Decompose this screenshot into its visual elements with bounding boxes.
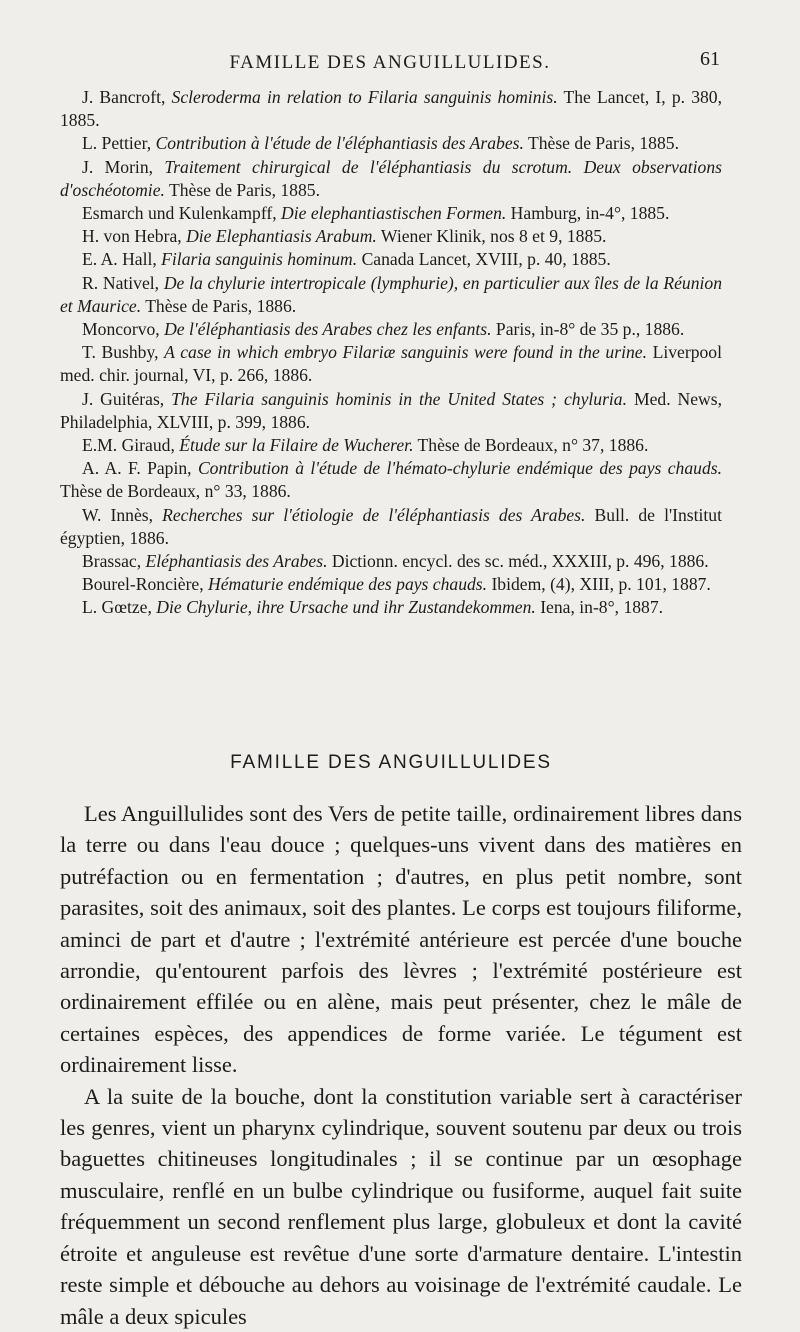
running-head xyxy=(60,48,720,82)
bibliography-entry: T. Bushby, A case in which embryo Filariæ sanguinis were found in the urine. Liverpool med. chir. journal, VI, p. 266, 1886. xyxy=(60,342,722,386)
bibliography-entry: J. Bancroft, Scleroderma in relation to Filaria sanguinis hominis. The Lancet, I, p. 380, 1885. xyxy=(60,87,722,131)
paragraph: Les Anguillulides sont des Vers de petite taille, ordinairement libres dans la terre ou dans l'eau douce ; quelques-uns vivent dans des matières en putréfaction ou en fermentation ; d'autres, en plus petit nombre, sont parasites, soit des animaux, soit des plantes. Le corps est toujours filiforme, aminci de part et d'autre ; l'extrémité antérieure est percée d'une bouche arrondie, qu'entourent parfois des lèvres ; l'extrémité postérieure est ordinairement effilée ou en alène, mais peut présenter, chez le mâle de certaines espèces, des appendices de forme variée. Le tégument est ordinairement lisse. xyxy=(60,801,742,1078)
bibliography-list xyxy=(60,86,722,620)
section-heading: FAMILLE DES ANGUILLULIDES xyxy=(230,752,552,773)
bibliography-entry: E.M. Giraud, Étude sur la Filaire de Wucherer. Thèse de Bordeaux, n° 37, 1886. xyxy=(82,435,649,456)
bibliography-entry: A. A. F. Papin, Contribution à l'étude de l'hémato-chylurie endémique des pays chauds. Thèse de Bordeaux, n° 33, 1886. xyxy=(60,458,722,502)
bibliography-entry: L. Gœtze, Die Chylurie, ihre Ursache und ihr Zustandekommen. Iena, in-8°, 1887. xyxy=(82,597,664,618)
bibliography-entry: Bourel-Roncière, Hématurie endémique des pays chauds. Ibidem, (4), XIII, p. 101, 1887. xyxy=(82,574,711,595)
bibliography-entry: E. A. Hall, Filaria sanguinis hominum. Canada Lancet, XVIII, p. 40, 1885. xyxy=(82,249,611,270)
bibliography-entry: H. von Hebra, Die Elephantiasis Arabum. Wiener Klinik, nos 8 et 9, 1885. xyxy=(82,226,607,247)
running-head-title: FAMILLE DES ANGUILLULIDES. xyxy=(229,52,551,73)
body-text xyxy=(60,798,742,1332)
bibliography-entry: Brassac, Eléphantiasis des Arabes. Dictionn. encycl. des sc. méd., XXXIII, p. 496, 1886. xyxy=(82,551,709,572)
page-number: 61 xyxy=(700,48,720,70)
bibliography-entry: L. Pettier, Contribution à l'étude de l'éléphantiasis des Arabes. Thèse de Paris, 1885. xyxy=(82,133,679,154)
bibliography-entry: Moncorvo, De l'éléphantiasis des Arabes chez les enfants. Paris, in-8° de 35 p., 1886. xyxy=(82,319,685,340)
bibliography-entry: Esmarch und Kulenkampff, Die elephantiastischen Formen. Hamburg, in-4°, 1885. xyxy=(82,203,670,224)
paragraph: A la suite de la bouche, dont la constitution variable sert à caractériser les genres, vient un pharynx cylindrique, souvent soutenu par deux ou trois baguettes chitineuses longitudinales ; il se continue par un œsophage musculaire, renflé en un bulbe cylindrique ou fusiforme, auquel fait suite fréquemment un second renflement plus large, globuleux et dont la cavité étroite et anguleuse est revêtue d'une sorte d'armature dentaire. L'intestin reste simple et débouche au dehors au voisinage de l'extrémité caudale. Le mâle a deux spicules xyxy=(60,1083,742,1329)
bibliography-entry: W. Innès, Recherches sur l'étiologie de l'éléphantiasis des Arabes. Bull. de l'Institut égyptien, 1886. xyxy=(60,504,722,548)
bibliography-entry: R. Nativel, De la chylurie intertropicale (lymphurie), en particulier aux îles de la Réunion et Maurice. Thèse de Paris, 1886. xyxy=(60,272,722,316)
bibliography-entry: J. Guitéras, The Filaria sanguinis hominis in the United States ; chyluria. Med. News, Philadelphia, XLVIII, p. 399, 1886. xyxy=(60,388,722,432)
bibliography-entry: J. Morin, Traitement chirurgical de l'éléphantiasis du scrotum. Deux observations d'oschéotomie. Thèse de Paris, 1885. xyxy=(60,156,722,200)
